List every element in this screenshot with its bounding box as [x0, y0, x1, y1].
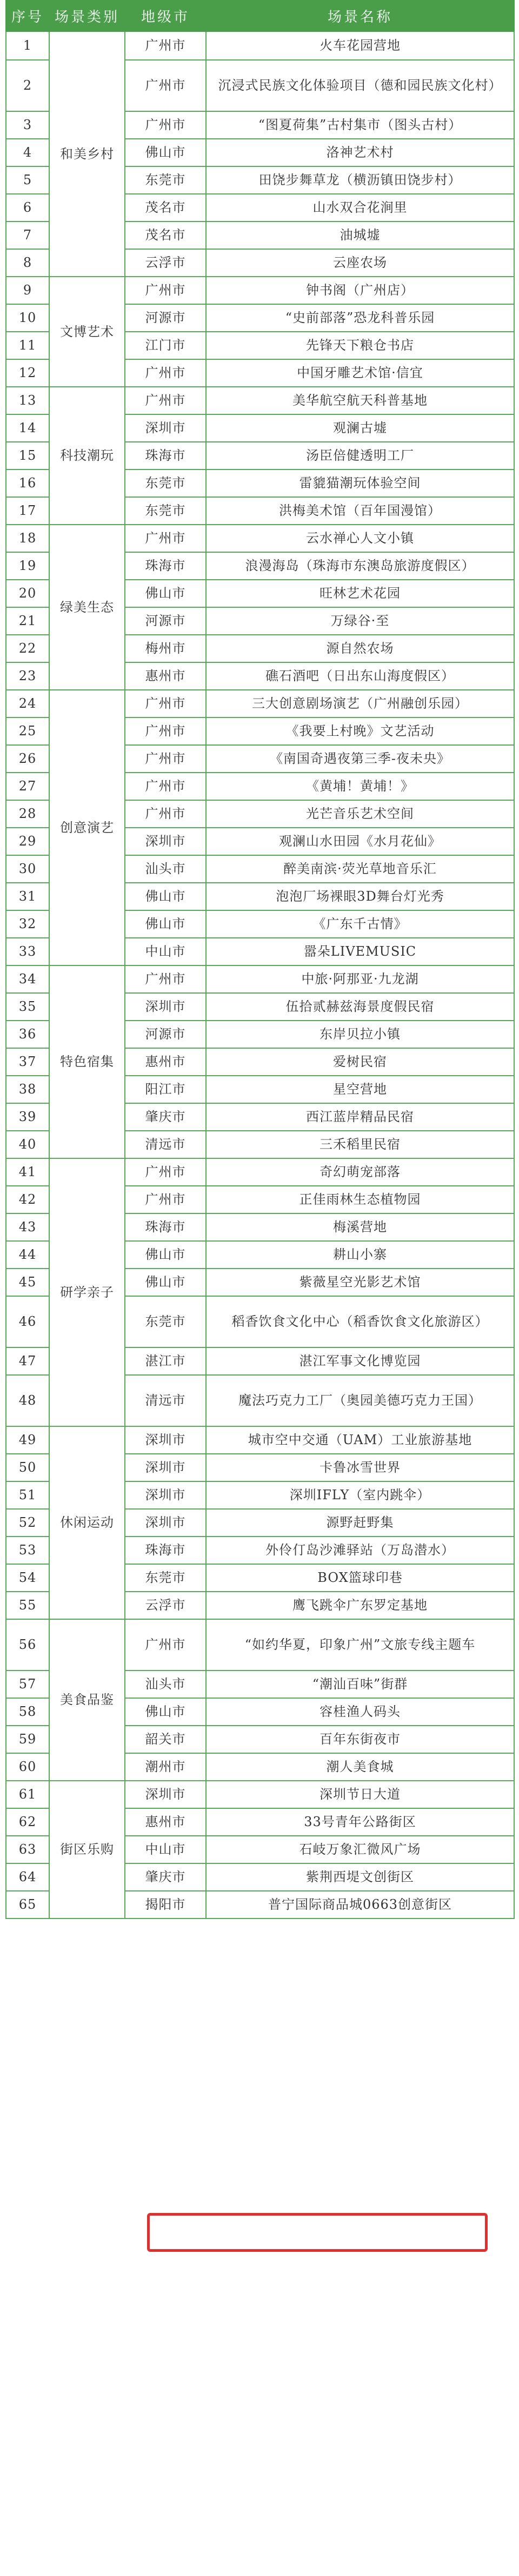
city-cell: 佛山市: [125, 883, 206, 910]
scene-name-cell: 中国牙雕艺术馆·信宜: [206, 359, 514, 387]
city-cell: 河源市: [125, 304, 206, 332]
scene-name-cell: 田饶步舞草龙（横沥镇田饶步村）: [206, 166, 514, 194]
city-cell: 云浮市: [125, 1592, 206, 1619]
row-number: 11: [6, 332, 49, 359]
scene-name-cell: 美华航空航天科普基地: [206, 387, 514, 414]
table-row: [6, 277, 514, 304]
scene-name-cell: 梅溪营地: [206, 1213, 514, 1241]
city-cell: 韶关市: [125, 1726, 206, 1753]
city-cell: 珠海市: [125, 1537, 206, 1564]
row-58-highlight-box: [147, 2213, 488, 2252]
scene-name-cell: 33号青年公路街区: [206, 1808, 514, 1836]
scene-name-cell: 万绿谷·至: [206, 607, 514, 635]
row-number: 14: [6, 414, 49, 442]
table-row: [6, 1158, 514, 1186]
category-cell: 美食品鉴: [49, 1619, 125, 1781]
city-cell: 揭阳市: [125, 1891, 206, 1918]
scene-list: [5, 0, 514, 1919]
scene-name-cell: 紫荆西堤文创街区: [206, 1863, 514, 1891]
table-row: [6, 31, 514, 60]
row-number: 16: [6, 469, 49, 497]
scene-name-cell: 火车花园营地: [206, 31, 514, 60]
row-number: 61: [6, 1781, 49, 1808]
row-number: 56: [6, 1619, 49, 1671]
header-row: [6, 1, 514, 31]
city-cell: 湛江市: [125, 1347, 206, 1375]
scene-name-cell: 伍拾贰赫兹海景度假民宿: [206, 993, 514, 1021]
row-number: 64: [6, 1863, 49, 1891]
scene-name-cell: 云水禅心人文小镇: [206, 525, 514, 552]
row-number: 49: [6, 1426, 49, 1454]
row-number: 15: [6, 442, 49, 469]
row-number: 12: [6, 359, 49, 387]
scene-name-cell: 东岸贝拉小镇: [206, 1021, 514, 1048]
city-cell: 广州市: [125, 717, 206, 745]
row-number: 33: [6, 938, 49, 965]
row-number: 39: [6, 1103, 49, 1131]
scene-name-cell: 云座农场: [206, 249, 514, 277]
scene-name-cell: 正佳雨林生态植物园: [206, 1186, 514, 1213]
city-cell: 江门市: [125, 332, 206, 359]
scene-name-cell: 紫薇星空光影艺术馆: [206, 1269, 514, 1296]
row-number: 48: [6, 1375, 49, 1426]
scene-name-cell: 星空营地: [206, 1076, 514, 1103]
city-cell: 广州市: [125, 525, 206, 552]
scene-name-cell: 鹰飞跳伞广东罗定基地: [206, 1592, 514, 1619]
row-number: 55: [6, 1592, 49, 1619]
category-cell: 创意演艺: [49, 690, 125, 965]
city-cell: 佛山市: [125, 1241, 206, 1269]
row-number: 52: [6, 1509, 49, 1537]
city-cell: 清远市: [125, 1375, 206, 1426]
scene-name-cell: “潮汕百味”街群: [206, 1671, 514, 1698]
city-cell: 深圳市: [125, 1481, 206, 1509]
scene-name-cell: 汤臣倍健透明工厂: [206, 442, 514, 469]
city-cell: 广州市: [125, 800, 206, 828]
scene-name-cell: 旺林艺术花园: [206, 580, 514, 607]
row-number: 36: [6, 1021, 49, 1048]
city-cell: 广州市: [125, 387, 206, 414]
city-cell: 深圳市: [125, 993, 206, 1021]
row-number: 63: [6, 1836, 49, 1863]
row-number: 26: [6, 745, 49, 773]
header-no: 序号: [6, 1, 49, 31]
city-cell: 珠海市: [125, 442, 206, 469]
scene-name-cell: 观澜古墟: [206, 414, 514, 442]
scene-name-cell: 《南国奇遇夜第三季-夜未央》: [206, 745, 514, 773]
city-cell: 中山市: [125, 938, 206, 965]
row-number: 3: [6, 111, 49, 139]
table-body: [6, 31, 514, 1918]
city-cell: 东莞市: [125, 166, 206, 194]
row-number: 30: [6, 855, 49, 883]
row-number: 21: [6, 607, 49, 635]
row-number: 1: [6, 31, 49, 60]
city-cell: 深圳市: [125, 1454, 206, 1481]
category-cell: 研学亲子: [49, 1158, 125, 1426]
row-number: 8: [6, 249, 49, 277]
city-cell: 佛山市: [125, 1269, 206, 1296]
city-cell: 河源市: [125, 607, 206, 635]
city-cell: 广州市: [125, 745, 206, 773]
scene-name-cell: 油城墟: [206, 222, 514, 249]
category-cell: 绿美生态: [49, 525, 125, 690]
row-number: 60: [6, 1753, 49, 1781]
row-number: 4: [6, 139, 49, 166]
scene-name-cell: 湛江军事文化博览园: [206, 1347, 514, 1375]
city-cell: 东莞市: [125, 1296, 206, 1347]
scene-name-cell: 卡鲁冰雪世界: [206, 1454, 514, 1481]
row-number: 65: [6, 1891, 49, 1918]
city-cell: 深圳市: [125, 1426, 206, 1454]
city-cell: 佛山市: [125, 1698, 206, 1726]
row-number: 24: [6, 690, 49, 717]
scene-name-cell: 奇幻萌宠部落: [206, 1158, 514, 1186]
scene-name-cell: “图夏荷集”古村集市（图头古村）: [206, 111, 514, 139]
city-cell: 肇庆市: [125, 1103, 206, 1131]
city-cell: 肇庆市: [125, 1863, 206, 1891]
scene-name-cell: 容桂渔人码头: [206, 1698, 514, 1726]
row-number: 45: [6, 1269, 49, 1296]
row-number: 18: [6, 525, 49, 552]
row-number: 19: [6, 552, 49, 580]
header-city: 地级市: [125, 1, 206, 31]
row-number: 51: [6, 1481, 49, 1509]
city-cell: 佛山市: [125, 580, 206, 607]
scene-table: [5, 0, 515, 1919]
scene-name-cell: 源野赶野集: [206, 1509, 514, 1537]
city-cell: 广州市: [125, 359, 206, 387]
scene-name-cell: 百年东街夜市: [206, 1726, 514, 1753]
city-cell: 佛山市: [125, 910, 206, 938]
scene-name-cell: 沉浸式民族文化体验项目（德和园民族文化村）: [206, 60, 514, 111]
scene-name-cell: 钟书阁（广州店）: [206, 277, 514, 304]
row-number: 41: [6, 1158, 49, 1186]
row-number: 31: [6, 883, 49, 910]
city-cell: 汕头市: [125, 855, 206, 883]
category-cell: 特色宿集: [49, 965, 125, 1158]
scene-name-cell: 先锋天下粮仓书店: [206, 332, 514, 359]
row-number: 47: [6, 1347, 49, 1375]
table-row: [6, 1426, 514, 1454]
city-cell: 东莞市: [125, 497, 206, 525]
city-cell: 广州市: [125, 690, 206, 717]
row-number: 23: [6, 662, 49, 690]
scene-name-cell: BOX篮球印巷: [206, 1564, 514, 1592]
city-cell: 广州市: [125, 1186, 206, 1213]
city-cell: 潮州市: [125, 1753, 206, 1781]
row-number: 62: [6, 1808, 49, 1836]
row-number: 38: [6, 1076, 49, 1103]
row-number: 5: [6, 166, 49, 194]
city-cell: 云浮市: [125, 249, 206, 277]
city-cell: 茂名市: [125, 194, 206, 222]
city-cell: 广州市: [125, 111, 206, 139]
row-number: 27: [6, 773, 49, 800]
city-cell: 惠州市: [125, 662, 206, 690]
city-cell: 珠海市: [125, 1213, 206, 1241]
category-cell: 和美乡村: [49, 31, 125, 277]
city-cell: 深圳市: [125, 828, 206, 855]
scene-name-cell: 《黄埔！黄埔！》: [206, 773, 514, 800]
city-cell: 深圳市: [125, 414, 206, 442]
scene-name-cell: 爱树民宿: [206, 1048, 514, 1076]
scene-name-cell: 中旅·阿那亚·九龙湖: [206, 965, 514, 993]
city-cell: 河源市: [125, 1021, 206, 1048]
table-row: [6, 965, 514, 993]
scene-name-cell: 醉美南滨·荧光草地音乐汇: [206, 855, 514, 883]
row-number: 10: [6, 304, 49, 332]
row-number: 42: [6, 1186, 49, 1213]
scene-name-cell: 洪梅美术馆（百年国漫馆）: [206, 497, 514, 525]
category-cell: 文博艺术: [49, 277, 125, 387]
row-number: 57: [6, 1671, 49, 1698]
city-cell: 惠州市: [125, 1808, 206, 1836]
header-category: 场景类别: [49, 1, 125, 31]
table-row: [6, 1781, 514, 1808]
city-cell: 梅州市: [125, 635, 206, 662]
table-row: [6, 387, 514, 414]
scene-name-cell: 外伶仃岛沙滩驿站（万岛潜水）: [206, 1537, 514, 1564]
scene-name-cell: 洛神艺术村: [206, 139, 514, 166]
category-cell: 科技潮玩: [49, 387, 125, 525]
row-number: 22: [6, 635, 49, 662]
row-number: 9: [6, 277, 49, 304]
city-cell: 清远市: [125, 1131, 206, 1158]
table-row: [6, 690, 514, 717]
row-number: 32: [6, 910, 49, 938]
scene-name-cell: 《我要上村晚》文艺活动: [206, 717, 514, 745]
scene-name-cell: 西江蓝岸精品民宿: [206, 1103, 514, 1131]
scene-name-cell: 耕山小寨: [206, 1241, 514, 1269]
row-number: 6: [6, 194, 49, 222]
city-cell: 汕头市: [125, 1671, 206, 1698]
row-number: 44: [6, 1241, 49, 1269]
scene-name-cell: 魔法巧克力工厂（奥园美德巧克力王国）: [206, 1375, 514, 1426]
scene-name-cell: 浪漫海岛（珠海市东澳岛旅游度假区）: [206, 552, 514, 580]
row-number: 17: [6, 497, 49, 525]
row-number: 50: [6, 1454, 49, 1481]
scene-name-cell: 观澜山水田园《水月花仙》: [206, 828, 514, 855]
city-cell: 广州市: [125, 60, 206, 111]
row-number: 25: [6, 717, 49, 745]
city-cell: 深圳市: [125, 1781, 206, 1808]
city-cell: 东莞市: [125, 469, 206, 497]
scene-name-cell: 深圳节日大道: [206, 1781, 514, 1808]
table-row: [6, 1619, 514, 1671]
row-number: 35: [6, 993, 49, 1021]
city-cell: 广州市: [125, 277, 206, 304]
scene-name-cell: 嚣朵LIVEMUSIC: [206, 938, 514, 965]
city-cell: 茂名市: [125, 222, 206, 249]
city-cell: 珠海市: [125, 552, 206, 580]
scene-name-cell: 普宁国际商品城0663创意街区: [206, 1891, 514, 1918]
row-number: 43: [6, 1213, 49, 1241]
row-number: 34: [6, 965, 49, 993]
city-cell: 佛山市: [125, 139, 206, 166]
row-number: 54: [6, 1564, 49, 1592]
scene-name-cell: “史前部落”恐龙科普乐园: [206, 304, 514, 332]
row-number: 40: [6, 1131, 49, 1158]
scene-name-cell: 源自然农场: [206, 635, 514, 662]
table-row: [6, 525, 514, 552]
row-number: 53: [6, 1537, 49, 1564]
row-number: 13: [6, 387, 49, 414]
city-cell: 东莞市: [125, 1564, 206, 1592]
scene-name-cell: 深圳IFLY（室内跳伞）: [206, 1481, 514, 1509]
row-number: 7: [6, 222, 49, 249]
city-cell: 深圳市: [125, 1509, 206, 1537]
scene-name-cell: 礁石酒吧（日出东山海度假区）: [206, 662, 514, 690]
category-cell: 街区乐购: [49, 1781, 125, 1918]
city-cell: 广州市: [125, 1619, 206, 1671]
row-number: 2: [6, 60, 49, 111]
scene-name-cell: 石岐万象汇微风广场: [206, 1836, 514, 1863]
city-cell: 广州市: [125, 773, 206, 800]
scene-name-cell: 稻香饮食文化中心（稻香饮食文化旅游区）: [206, 1296, 514, 1347]
city-cell: 阳江市: [125, 1076, 206, 1103]
city-cell: 惠州市: [125, 1048, 206, 1076]
row-number: 46: [6, 1296, 49, 1347]
scene-name-cell: 城市空中交通（UAM）工业旅游基地: [206, 1426, 514, 1454]
scene-name-cell: 《广东千古情》: [206, 910, 514, 938]
scene-name-cell: 三大创意剧场演艺（广州融创乐园）: [206, 690, 514, 717]
row-number: 58: [6, 1698, 49, 1726]
row-number: 29: [6, 828, 49, 855]
row-number: 59: [6, 1726, 49, 1753]
scene-name-cell: “如约华夏，印象广州”文旅专线主题车: [206, 1619, 514, 1671]
city-cell: 中山市: [125, 1836, 206, 1863]
scene-name-cell: 潮人美食城: [206, 1753, 514, 1781]
city-cell: 广州市: [125, 31, 206, 60]
scene-name-cell: 泡泡厂场裸眼3D舞台灯光秀: [206, 883, 514, 910]
row-number: 37: [6, 1048, 49, 1076]
city-cell: 广州市: [125, 965, 206, 993]
city-cell: 广州市: [125, 1158, 206, 1186]
scene-name-cell: 光芒音乐艺术空间: [206, 800, 514, 828]
scene-name-cell: 三禾稻里民宿: [206, 1131, 514, 1158]
row-number: 28: [6, 800, 49, 828]
scene-name-cell: 山水双合花涧里: [206, 194, 514, 222]
header-name: 场景名称: [206, 1, 514, 31]
scene-name-cell: 雷貔猫潮玩体验空间: [206, 469, 514, 497]
category-cell: 休闲运动: [49, 1426, 125, 1619]
row-number: 20: [6, 580, 49, 607]
